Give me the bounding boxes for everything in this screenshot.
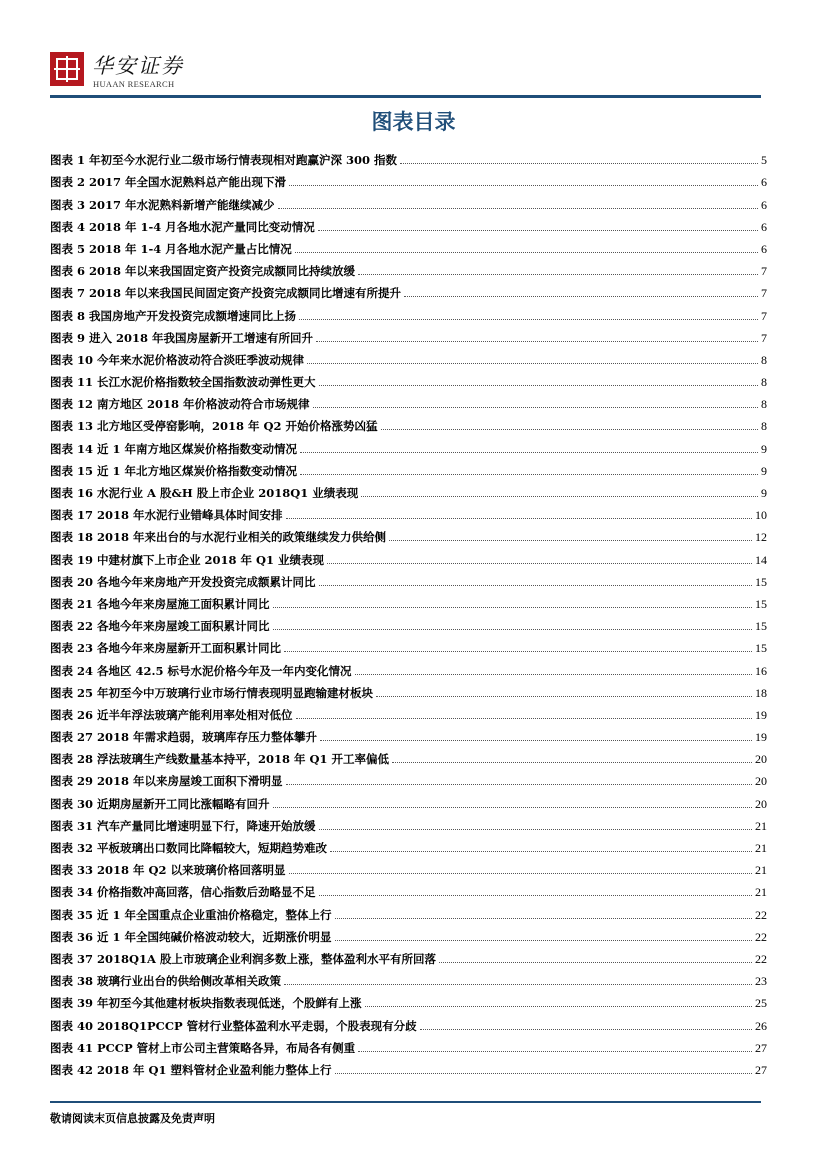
toc-list (50, 145, 767, 1077)
toc-entry[interactable] (50, 922, 767, 944)
toc-entry-label[interactable]: 图表 37 2018Q1A 股上市玻璃企业利润多数上涨，整体盈利水平有所回落 (50, 951, 436, 966)
toc-entry[interactable] (50, 722, 767, 744)
toc-entry[interactable] (50, 744, 767, 766)
disclaimer-note: 敬请阅读末页信息披露及免责声明 (50, 1112, 215, 1125)
toc-entry[interactable] (50, 212, 767, 234)
toc-leader-dots (299, 318, 758, 320)
header-divider (50, 95, 761, 98)
toc-entry-page[interactable]: 20 (755, 752, 767, 767)
toc-entry[interactable] (50, 522, 767, 544)
toc-entry-label[interactable]: 图表 6 2018 年以来我国固定资产投资完成额同比持续放缓 (50, 264, 356, 279)
toc-entry-label[interactable]: 图表 20 各地今年来房地产开发投资完成额累计同比 (50, 574, 316, 589)
toc-leader-dots (273, 628, 752, 630)
toc-entry[interactable] (50, 700, 767, 722)
toc-entry[interactable] (50, 323, 767, 345)
toc-entry-page[interactable]: 7 (761, 286, 767, 301)
toc-entry-page[interactable]: 27 (755, 1040, 767, 1055)
toc-leader-dots (286, 783, 752, 785)
toc-entry-label[interactable]: 图表 22 各地今年来房屋竣工面积累计同比 (50, 619, 270, 634)
toc-leader-dots (335, 1072, 752, 1074)
toc-entry[interactable] (50, 500, 767, 522)
toc-entry[interactable] (50, 1010, 767, 1032)
toc-entry-page[interactable]: 15 (755, 574, 767, 589)
toc-entry[interactable] (50, 877, 767, 899)
toc-entry-label[interactable]: 图表 31 汽车产量同比增速明显下行，降速开始放缓 (50, 818, 316, 833)
toc-entry-page[interactable]: 21 (755, 863, 767, 878)
brand-name-en: HUAAN RESEARCH (93, 79, 175, 89)
toc-entry[interactable] (50, 300, 767, 322)
toc-entry-page[interactable]: 21 (755, 841, 767, 855)
toc-entry-page[interactable]: 15 (755, 641, 767, 656)
toc-entry-label[interactable]: 图表 30 近期房屋新开工同比涨幅略有回升 (50, 796, 270, 811)
toc-entry[interactable] (50, 611, 767, 633)
toc-entry-page[interactable]: 14 (755, 552, 767, 567)
toc-entry-label[interactable]: 图表 29 2018 年以来房屋竣工面积下滑明显 (50, 774, 283, 789)
huaan-logo-icon (50, 52, 84, 86)
toc-title: 图表目录 (371, 110, 456, 134)
toc-entry[interactable] (50, 811, 767, 833)
toc-leader-dots (327, 562, 752, 564)
toc-entry[interactable] (50, 944, 767, 966)
toc-entry[interactable] (50, 256, 767, 278)
toc-entry-label[interactable]: 图表 26 近半年浮法玻璃产能利用率处相对低位 (50, 707, 293, 722)
toc-entry-page[interactable]: 15 (755, 619, 767, 634)
toc-entry[interactable] (50, 966, 767, 988)
toc-entry-label[interactable]: 图表 10 今年来水泥价格波动符合淡旺季波动规律 (50, 352, 305, 367)
toc-entry-page[interactable]: 22 (755, 907, 767, 922)
toc-entry[interactable] (50, 189, 767, 211)
toc-entry[interactable] (50, 456, 767, 478)
toc-entry-page[interactable]: 16 (755, 663, 767, 678)
toc-leader-dots (284, 983, 752, 985)
toc-entry[interactable] (50, 678, 767, 700)
toc-entry[interactable] (50, 567, 767, 589)
brand-name-cn: 华安证券 (92, 54, 184, 78)
toc-entry-label[interactable]: 图表 35 近 1 年全国重点企业重油价格稳定，整体上行 (50, 907, 332, 922)
toc-entry-label[interactable]: 图表 33 2018 年 Q2 以来玻璃价格回落明显 (50, 863, 286, 878)
toc-leader-dots (300, 473, 758, 475)
toc-leader-dots (313, 406, 758, 408)
toc-entry-label[interactable]: 图表 19 中建材旗下上市企业 2018 年 Q1 业绩表现 (50, 552, 325, 567)
toc-entry-label[interactable]: 图表 27 2018 年需求趋弱，玻璃库存压力整体攀升 (50, 730, 318, 745)
toc-leader-dots (365, 1005, 752, 1007)
toc-entry-label[interactable]: 图表 17 2018 年水泥行业错峰具体时间安排 (50, 508, 283, 523)
toc-entry-page[interactable]: 25 (755, 996, 767, 1011)
toc-leader-dots (289, 872, 752, 874)
toc-entry-label[interactable]: 图表 1 年初至今水泥行业二级市场行情表现相对跑赢沪深 300 指数 (50, 153, 398, 168)
toc-leader-dots (389, 539, 752, 541)
toc-entry-page[interactable]: 9 (761, 486, 767, 500)
toc-leader-dots (307, 362, 758, 364)
toc-entry[interactable] (50, 766, 767, 788)
toc-leader-dots (278, 207, 758, 209)
toc-entry[interactable] (50, 278, 767, 300)
toc-entry-label[interactable]: 图表 12 南方地区 2018 年价格波动符合市场规律 (50, 397, 310, 412)
toc-entry[interactable] (50, 633, 767, 655)
toc-entry-label[interactable]: 图表 41 PCCP 管材上市公司主营策略各异，布局各有侧重 (50, 1040, 356, 1055)
toc-leader-dots (420, 1028, 752, 1030)
toc-entry[interactable] (50, 1033, 767, 1055)
toc-leader-dots (318, 229, 758, 231)
toc-entry-label[interactable]: 图表 39 年初至今其他建材板块指数表现低迷，个股鲜有上涨 (50, 996, 362, 1011)
toc-leader-dots (273, 606, 752, 608)
toc-entry-label[interactable]: 图表 16 水泥行业 A 股&H 股上市企业 2018Q1 业绩表现 (50, 486, 359, 500)
toc-entry-page[interactable]: 21 (755, 885, 767, 900)
toc-entry-label[interactable]: 图表 42 2018 年 Q1 塑料管材企业盈利能力整体上行 (50, 1062, 332, 1077)
toc-entry[interactable] (50, 367, 767, 389)
toc-entry-label[interactable]: 图表 18 2018 年来出台的与水泥行业相关的政策继续发力供给侧 (50, 530, 387, 545)
toc-entry-label[interactable]: 图表 14 近 1 年南方地区煤炭价格指数变动情况 (50, 441, 298, 456)
toc-entry-page[interactable]: 27 (755, 1062, 767, 1077)
toc-entry-page[interactable]: 20 (755, 796, 767, 811)
toc-leader-dots (335, 939, 752, 941)
toc-entry-label[interactable]: 图表 23 各地今年来房屋新开工面积累计同比 (50, 641, 282, 656)
toc-entry-page[interactable]: 18 (755, 685, 767, 700)
toc-entry-label[interactable]: 图表 34 价格指数冲高回落，信心指数后劲略显不足 (50, 885, 316, 900)
toc-entry[interactable] (50, 544, 767, 566)
toc-entry-page[interactable]: 6 (761, 197, 767, 212)
toc-entry-page[interactable]: 23 (755, 974, 767, 989)
toc-entry[interactable] (50, 855, 767, 877)
toc-entry[interactable] (50, 589, 767, 611)
toc-leader-dots (289, 184, 758, 186)
toc-entry[interactable] (50, 1055, 767, 1077)
toc-leader-dots (335, 917, 752, 919)
toc-entry-label[interactable]: 图表 15 近 1 年北方地区煤炭价格指数变动情况 (50, 463, 298, 478)
toc-entry-page[interactable]: 10 (755, 508, 767, 523)
toc-entry-page[interactable]: 5 (761, 153, 767, 168)
toc-entry-page[interactable]: 19 (755, 730, 767, 745)
toc-entry[interactable] (50, 478, 767, 500)
toc-leader-dots (300, 451, 758, 453)
toc-entry-page[interactable]: 6 (761, 219, 767, 234)
toc-entry-page[interactable]: 21 (755, 818, 767, 833)
toc-entry-label[interactable]: 图表 11 长江水泥价格指数较全国指数波动弹性更大 (50, 375, 316, 390)
toc-entry[interactable] (50, 433, 767, 455)
toc-entry-label[interactable]: 图表 24 各地区 42.5 标号水泥价格今年及一年内变化情况 (50, 663, 352, 678)
toc-entry-label[interactable]: 图表 13 北方地区受停窑影响，2018 年 Q2 开始价格涨势凶猛 (50, 419, 378, 434)
toc-entry-label[interactable]: 图表 36 近 1 年全国纯碱价格波动较大，近期涨价明显 (50, 929, 332, 944)
toc-entry-label[interactable]: 图表 8 我国房地产开发投资完成额增速同比上扬 (50, 308, 297, 323)
toc-entry-label[interactable]: 图表 28 浮法玻璃生产线数量基本持平，2018 年 Q1 开工率偏低 (50, 752, 390, 767)
toc-leader-dots (358, 273, 758, 275)
toc-entry-page[interactable]: 9 (761, 441, 767, 456)
toc-entry[interactable] (50, 655, 767, 677)
page-header (0, 0, 827, 100)
toc-entry-page[interactable]: 26 (755, 1018, 767, 1033)
toc-leader-dots (319, 828, 752, 830)
toc-entry-page[interactable]: 7 (761, 330, 767, 345)
toc-entry-page[interactable]: 19 (755, 707, 767, 722)
toc-entry[interactable] (50, 988, 767, 1010)
toc-leader-dots (320, 739, 752, 741)
toc-leader-dots (295, 251, 758, 253)
toc-entry-label[interactable]: 图表 7 2018 年以来我国民间固定资产投资完成额同比增速有所提升 (50, 286, 402, 301)
toc-leader-dots (400, 162, 758, 164)
toc-entry-page[interactable]: 8 (761, 419, 767, 434)
toc-entry-label[interactable]: 图表 3 2017 年水泥熟料新增产能继续减少 (50, 197, 275, 212)
toc-entry[interactable] (50, 145, 767, 167)
toc-entry-page[interactable]: 9 (761, 463, 767, 478)
toc-leader-dots (286, 517, 752, 519)
toc-entry-label[interactable]: 图表 4 2018 年 1-4 月各地水泥产量同比变动情况 (50, 219, 315, 234)
toc-entry-label[interactable]: 图表 9 进入 2018 年我国房屋新开工增速有所回升 (50, 330, 314, 345)
toc-entry-page[interactable]: 6 (761, 241, 767, 256)
toc-entry[interactable] (50, 234, 767, 256)
toc-leader-dots (296, 717, 752, 719)
toc-leader-dots (439, 961, 752, 963)
toc-leader-dots (284, 650, 752, 652)
toc-entry[interactable] (50, 833, 767, 855)
toc-entry-page[interactable]: 8 (761, 352, 767, 367)
toc-entry-label[interactable]: 图表 32 平板玻璃出口数同比降幅较大，短期趋势难改 (50, 841, 328, 855)
toc-entry-page[interactable]: 8 (761, 375, 767, 390)
toc-entry[interactable] (50, 389, 767, 411)
toc-leader-dots (355, 673, 752, 675)
toc-entry-label[interactable]: 图表 40 2018Q1PCCP 管材行业整体盈利水平走弱，个股表现有分歧 (50, 1018, 417, 1033)
toc-leader-dots (381, 428, 758, 430)
toc-entry[interactable] (50, 345, 767, 367)
toc-entry-label[interactable]: 图表 25 年初至今中万玻璃行业市场行情表现明显跑输建材板块 (50, 685, 374, 700)
toc-entry-page[interactable]: 20 (755, 774, 767, 789)
toc-entry-page[interactable]: 15 (755, 596, 767, 611)
toc-entry-page[interactable]: 22 (755, 929, 767, 944)
footer-divider (50, 1101, 761, 1103)
toc-leader-dots (361, 495, 758, 497)
toc-leader-dots (319, 894, 752, 896)
toc-entry-page[interactable]: 22 (755, 951, 767, 966)
toc-entry-label[interactable]: 图表 2 2017 年全国水泥熟料总产能出现下滑 (50, 175, 287, 190)
toc-leader-dots (319, 584, 752, 586)
toc-leader-dots (404, 295, 758, 297)
toc-leader-dots (330, 850, 752, 852)
toc-entry-page[interactable]: 7 (761, 308, 767, 323)
toc-leader-dots (376, 695, 752, 697)
toc-entry-label[interactable]: 图表 5 2018 年 1-4 月各地水泥产量占比情况 (50, 241, 292, 256)
toc-entry-page[interactable]: 7 (761, 264, 767, 279)
toc-leader-dots (273, 806, 752, 808)
toc-entry-label[interactable]: 图表 21 各地今年来房屋施工面积累计同比 (50, 596, 270, 611)
toc-entry[interactable] (50, 411, 767, 433)
toc-entry-page[interactable]: 12 (755, 530, 767, 545)
toc-entry-page[interactable]: 6 (761, 175, 767, 190)
toc-leader-dots (319, 384, 758, 386)
toc-leader-dots (358, 1050, 752, 1052)
toc-entry[interactable] (50, 899, 767, 921)
toc-entry-label[interactable]: 图表 38 玻璃行业出台的供给侧改革相关政策 (50, 974, 282, 989)
toc-leader-dots (392, 761, 752, 763)
toc-entry-page[interactable]: 8 (761, 397, 767, 412)
toc-entry[interactable] (50, 167, 767, 189)
toc-entry[interactable] (50, 788, 767, 810)
toc-leader-dots (316, 340, 758, 342)
